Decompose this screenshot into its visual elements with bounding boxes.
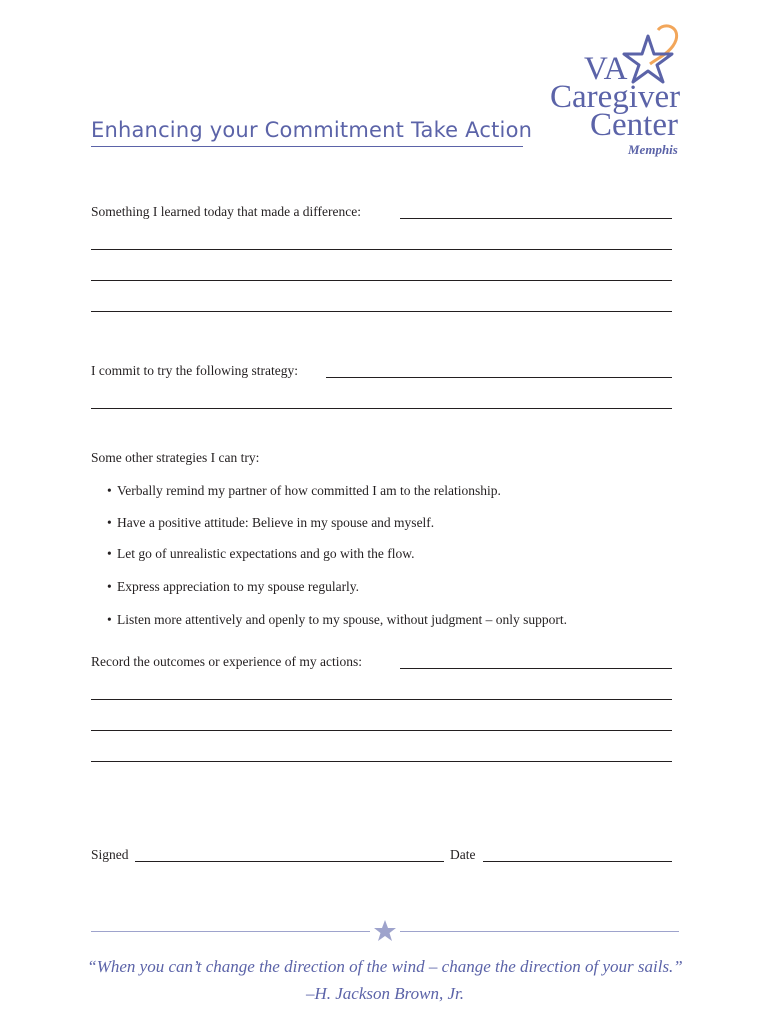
learned-label: Something I learned today that made a difference: xyxy=(91,204,362,219)
va-caregiver-center-logo xyxy=(548,24,688,160)
signed-label: Signed xyxy=(91,847,129,862)
outcomes-label: Record the outcomes or experience of my actions: xyxy=(91,654,363,669)
footer-divider-right xyxy=(400,931,679,932)
title-underline xyxy=(91,146,523,147)
commit-field[interactable] xyxy=(326,377,672,378)
logo-caregiver: Caregiver xyxy=(550,79,681,115)
strategy-item: • Let go of unrealistic expectations and go with the flow. xyxy=(107,546,415,561)
logo-memphis: Memphis xyxy=(628,142,678,157)
date-label: Date xyxy=(450,847,476,862)
footer-divider-left xyxy=(91,931,370,932)
outcomes-field[interactable] xyxy=(400,668,672,669)
outcomes-line-4[interactable] xyxy=(91,761,672,762)
learned-field[interactable] xyxy=(400,218,672,219)
commit-line-2[interactable] xyxy=(91,408,672,409)
learned-line-3[interactable] xyxy=(91,280,672,281)
signature-field[interactable] xyxy=(135,861,444,862)
strategy-item: • Verbally remind my partner of how committed I am to the relationship. xyxy=(107,483,501,498)
commit-label: I commit to try the following strategy: xyxy=(91,363,298,378)
strategies-label: Some other strategies I can try: xyxy=(91,450,260,465)
logo-center: Center xyxy=(590,107,678,143)
strategy-item: • Listen more attentively and openly to my spouse, without judgment – only support. xyxy=(107,612,567,627)
strategy-text: Verbally remind my partner of how committed I am to the relationship. xyxy=(117,483,501,498)
date-field[interactable] xyxy=(483,861,672,862)
learned-line-2[interactable] xyxy=(91,249,672,250)
strategy-text: Let go of unrealistic expectations and go with the flow. xyxy=(117,546,415,561)
star-icon xyxy=(373,919,397,943)
strategy-text: Have a positive attitude: Believe in my spouse and myself. xyxy=(117,515,435,530)
quote-author: –H. Jackson Brown, Jr. xyxy=(305,984,464,1003)
page-title: Enhancing your Commitment Take Action xyxy=(91,118,533,142)
outcomes-line-3[interactable] xyxy=(91,730,672,731)
strategy-item: • Express appreciation to my spouse regularly. xyxy=(107,579,360,594)
learned-line-4[interactable] xyxy=(91,311,672,312)
strategy-item: • Have a positive attitude: Believe in my spouse and myself. xyxy=(107,515,435,530)
strategy-text: Express appreciation to my spouse regularly. xyxy=(117,579,360,594)
strategy-text: Listen more attentively and openly to my spouse, without judgment – only support. xyxy=(117,612,567,627)
outcomes-line-2[interactable] xyxy=(91,699,672,700)
logo-va: VA xyxy=(584,51,628,87)
quote-text: “When you can’t change the direction of the wind – change the direction of your sails.” xyxy=(87,957,683,976)
